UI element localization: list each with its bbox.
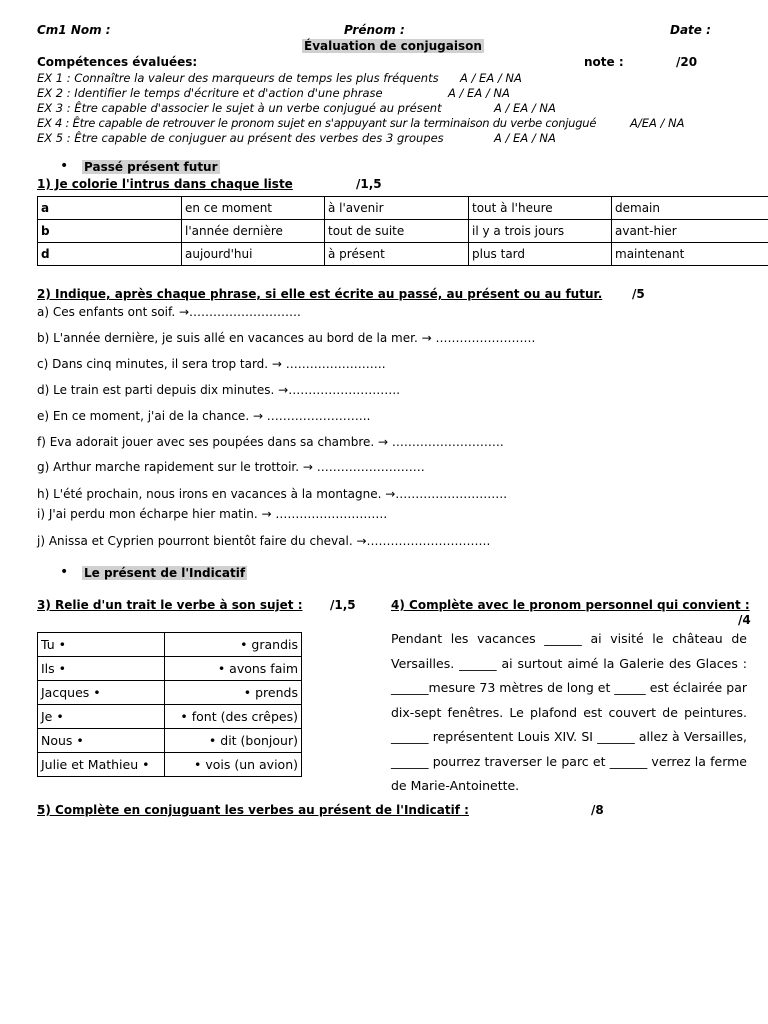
competence-line: EX 2 : Identifier le temps d'écriture et d'action d'une phrase — [37, 86, 383, 100]
date-label: Date : — [670, 23, 711, 37]
ex2-title: 2) Indique, après chaque phrase, si elle est écrite au passé, au présent ou au futur. — [37, 287, 603, 301]
ex4-paragraph: Pendant les vacances ______ ai visité le château de Versailles. ______ ai surtout aimé la Galerie des Glaces : ______mesure 73 mètres de long et _____ est éclairée par dix-sept fenêtres. Le plafond est couvert de peintures. ______ représentent Louis XIV. SI ______ allez à Versailles, ______ pourrez traverser le parc et ______ verrez la ferme de Marie-Antoinette. — [391, 631, 747, 793]
ex2-score: /5 — [632, 287, 645, 301]
ex3-table — [37, 632, 302, 777]
prenom-label: Prénom : — [344, 23, 405, 37]
table-cell[interactable]: avant-hier — [612, 220, 768, 243]
competence-marks: A / EA / NA — [460, 71, 522, 85]
table-cell[interactable]: à présent — [325, 243, 469, 266]
subject-cell[interactable]: Nous • — [38, 729, 165, 753]
bullet: • — [60, 158, 69, 174]
section-heading-temps: Passé présent futur — [84, 160, 218, 174]
verb-cell[interactable]: • font (des crêpes) — [165, 705, 302, 729]
subject-cell[interactable]: Ils • — [38, 657, 165, 681]
ex2-item: g) Arthur marche rapidement sur le trottoir. → ……………………… — [37, 460, 425, 474]
class-name-label: Cm1 Nom : — [37, 23, 111, 37]
subject-cell[interactable]: Julie et Mathieu • — [38, 753, 165, 777]
ex2-item: a) Ces enfants ont soif. →………………………. — [37, 305, 301, 319]
table-row — [38, 729, 302, 753]
competence-marks: A / EA / NA — [494, 101, 556, 115]
table-cell[interactable]: b — [38, 220, 182, 243]
competence-line: EX 1 : Connaître la valeur des marqueurs de temps les plus fréquents — [37, 71, 439, 85]
competence-marks: A/EA / NA — [630, 116, 685, 130]
page-title: Évaluation de conjugaison — [304, 39, 482, 53]
table-cell[interactable]: à l'avenir — [325, 197, 469, 220]
table-row — [38, 657, 302, 681]
competence-marks: A / EA / NA — [494, 131, 556, 145]
ex2-item: b) L'année dernière, je suis allé en vacances au bord de la mer. → ……………………. — [37, 331, 536, 345]
verb-cell[interactable]: • avons faim — [165, 657, 302, 681]
table-cell[interactable]: plus tard — [469, 243, 612, 266]
table-cell[interactable]: a — [38, 197, 182, 220]
ex2-item: e) En ce moment, j'ai de la chance. → …………………….. — [37, 409, 371, 423]
table-cell[interactable]: l'année dernière — [182, 220, 325, 243]
verb-cell[interactable]: • vois (un avion) — [165, 753, 302, 777]
table-cell[interactable]: demain — [612, 197, 768, 220]
subject-cell[interactable]: Je • — [38, 705, 165, 729]
table-cell[interactable]: en ce moment — [182, 197, 325, 220]
ex5-title: 5) Complète en conjuguant les verbes au présent de l'Indicatif : — [37, 803, 469, 817]
bullet: • — [60, 564, 69, 580]
verb-cell[interactable]: • dit (bonjour) — [165, 729, 302, 753]
table-row — [38, 633, 302, 657]
ex1-score: /1,5 — [356, 177, 382, 191]
ex4-score: /4 — [738, 613, 751, 627]
note-label: note : — [584, 55, 624, 69]
competence-line: EX 4 : Être capable de retrouver le pronom sujet en s'appuyant sur la terminaison du verbe conjugué — [37, 116, 597, 130]
verb-cell[interactable]: • grandis — [165, 633, 302, 657]
ex4-title: 4) Complète avec le pronom personnel qui convient : — [391, 598, 750, 612]
table-cell[interactable]: tout de suite — [325, 220, 469, 243]
table-row — [38, 681, 302, 705]
competences-heading: Compétences évaluées: — [37, 55, 198, 69]
ex2-item: i) J'ai perdu mon écharpe hier matin. → ………………………. — [37, 507, 388, 521]
table-row — [38, 243, 768, 266]
table-cell[interactable]: d — [38, 243, 182, 266]
ex2-item: c) Dans cinq minutes, il sera trop tard. → ……………………. — [37, 357, 386, 371]
ex2-item: h) L'été prochain, nous irons en vacances à la montagne. →………………………. — [37, 487, 508, 501]
ex3-score: /1,5 — [330, 598, 356, 612]
table-cell[interactable]: il y a trois jours — [469, 220, 612, 243]
table-cell[interactable]: tout à l'heure — [469, 197, 612, 220]
ex1-table — [37, 196, 768, 266]
ex5-score: /8 — [591, 803, 604, 817]
verb-cell[interactable]: • prends — [165, 681, 302, 705]
section-heading-present: Le présent de l'Indicatif — [84, 566, 246, 580]
competence-line: EX 5 : Être capable de conjuguer au présent des verbes des 3 groupes — [37, 131, 444, 145]
table-row — [38, 197, 768, 220]
table-row — [38, 753, 302, 777]
note-total: /20 — [676, 55, 698, 69]
table-cell[interactable]: maintenant — [612, 243, 768, 266]
ex3-title: 3) Relie d'un trait le verbe à son sujet : — [37, 598, 303, 612]
ex2-item: d) Le train est parti depuis dix minutes. →………………………. — [37, 383, 401, 397]
competence-marks: A / EA / NA — [448, 86, 510, 100]
table-cell[interactable]: aujourd'hui — [182, 243, 325, 266]
ex1-title: 1) Je colorie l'intrus dans chaque liste — [37, 177, 293, 191]
ex2-item: j) Anissa et Cyprien pourront bientôt faire du cheval. →…………………………. — [37, 534, 491, 548]
competence-line: EX 3 : Être capable d'associer le sujet à un verbe conjugué au présent — [37, 101, 442, 115]
table-row — [38, 220, 768, 243]
table-row — [38, 705, 302, 729]
subject-cell[interactable]: Jacques • — [38, 681, 165, 705]
ex2-item: f) Eva adorait jouer avec ses poupées dans sa chambre. → ………………………. — [37, 435, 504, 449]
subject-cell[interactable]: Tu • — [38, 633, 165, 657]
